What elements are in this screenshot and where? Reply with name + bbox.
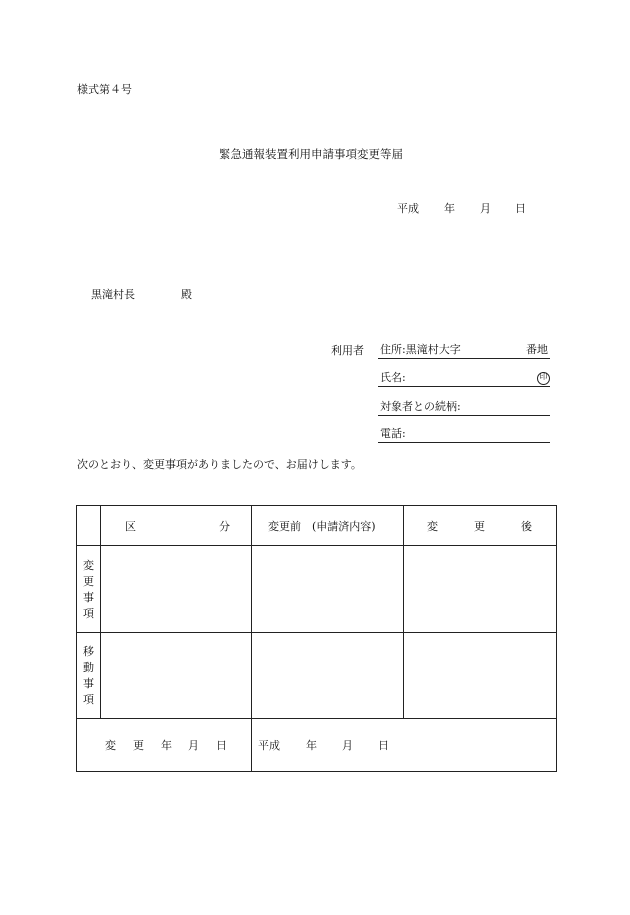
addressee-name: 黒滝村長 <box>91 288 135 301</box>
header-category <box>101 506 252 546</box>
change-category-cell[interactable] <box>101 546 252 633</box>
row-label-char: 変 <box>83 558 94 572</box>
change-date-char: 年 <box>161 739 172 752</box>
change-date-value-cell[interactable] <box>252 719 557 772</box>
move-category-cell[interactable] <box>101 633 252 719</box>
row-label-char: 項 <box>83 693 94 706</box>
change-date-day-label: 日 <box>378 739 389 752</box>
header-after <box>404 506 557 546</box>
addressee-honorific: 殿 <box>181 288 192 301</box>
relation-label: 対象者との続柄: <box>380 400 461 413</box>
phone-label: 電話: <box>380 427 406 440</box>
change-date-char: 変 <box>105 739 116 752</box>
date-year-label: 年 <box>444 202 455 215</box>
address-suffix: 番地 <box>526 343 548 356</box>
change-date-char: 月 <box>188 739 199 752</box>
row-label-char: 動 <box>83 661 94 674</box>
row-label-char: 移 <box>83 645 94 658</box>
form-number: 様式第４号 <box>77 83 132 96</box>
header-blank-cell <box>77 506 101 546</box>
row-label-char: 事 <box>83 677 94 690</box>
seal-icon: 印 <box>537 372 550 385</box>
change-date-char: 更 <box>133 739 144 752</box>
table-row <box>77 633 557 719</box>
notice-text: 次のとおり、変更事項がありましたので、お届けします。 <box>77 458 362 471</box>
change-before-cell[interactable] <box>252 546 404 633</box>
document-title: 緊急通報装置利用申請事項変更等届 <box>219 147 403 161</box>
relation-field[interactable] <box>378 401 550 416</box>
date-day-label: 日 <box>515 202 526 215</box>
name-field[interactable] <box>378 372 550 387</box>
header-category-a: 区 <box>125 520 136 533</box>
change-table <box>76 505 557 772</box>
phone-field[interactable] <box>378 428 550 443</box>
change-date-label-cell <box>77 719 252 772</box>
move-before-cell[interactable] <box>252 633 404 719</box>
header-after-char-1: 変 <box>427 520 438 533</box>
change-date-year-label: 年 <box>306 739 317 752</box>
header-after-char-2: 更 <box>474 520 485 533</box>
change-after-cell[interactable] <box>404 546 557 633</box>
address-label: 住所:黒滝村大字 <box>380 343 461 356</box>
row-label-char: 事 <box>83 590 94 604</box>
header-category-b: 分 <box>219 520 230 533</box>
date-era: 平成 <box>397 202 419 215</box>
table-row <box>77 546 557 633</box>
row-label-char: 更 <box>83 574 94 588</box>
applicant-label: 利用者 <box>331 344 364 357</box>
change-date-char: 日 <box>216 739 227 752</box>
table-footer-row <box>77 719 557 772</box>
header-before-label: 変更前 (申請済内容) <box>268 520 376 533</box>
move-after-cell[interactable] <box>404 633 557 719</box>
address-field[interactable] <box>378 344 550 359</box>
row-label-move-items <box>77 633 101 719</box>
change-date-month-label: 月 <box>342 739 353 752</box>
header-after-char-3: 後 <box>521 520 532 533</box>
header-before <box>252 506 404 546</box>
table-header-row <box>77 506 557 546</box>
row-label-change-items <box>77 546 101 633</box>
row-label-char: 項 <box>83 606 94 620</box>
date-month-label: 月 <box>480 202 491 215</box>
change-date-era: 平成 <box>258 739 280 752</box>
name-label: 氏名: <box>380 371 406 384</box>
